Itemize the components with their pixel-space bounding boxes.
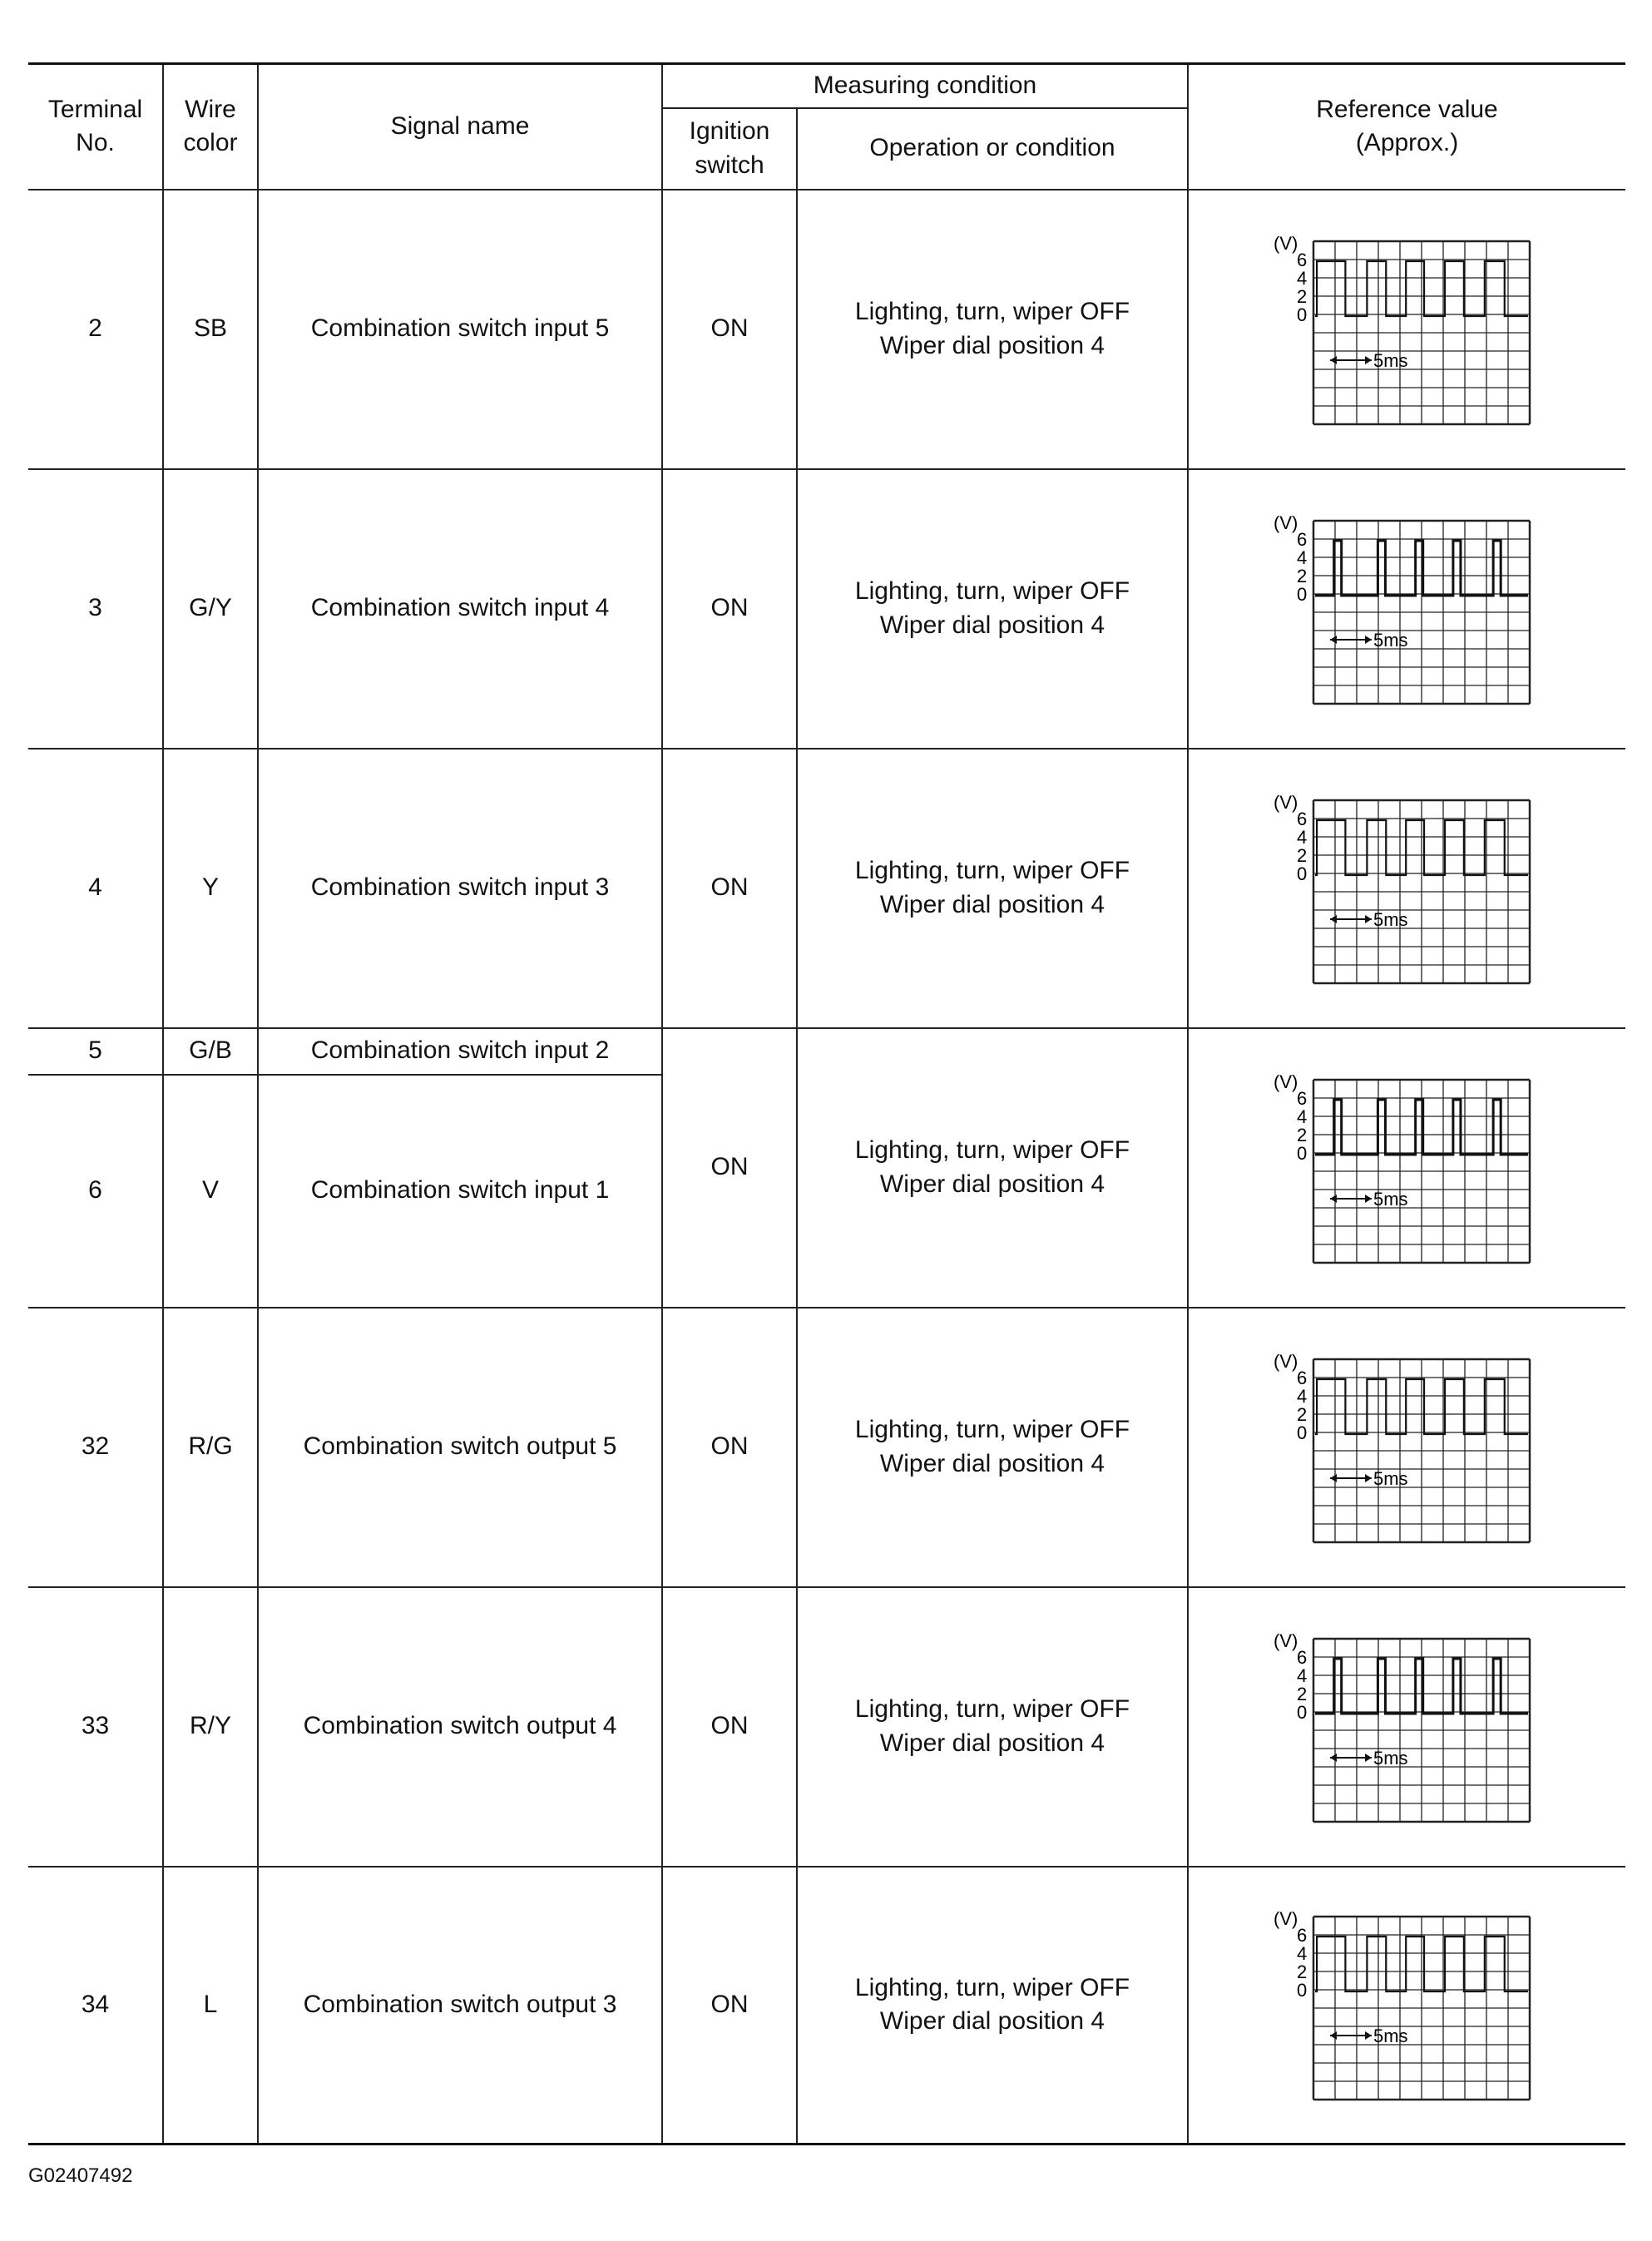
header-terminal-no	[28, 64, 163, 190]
header-wire-color	[163, 64, 258, 190]
y-tick-label: 0	[1296, 1422, 1307, 1443]
operation-condition-cell	[797, 1587, 1188, 1867]
header-reference-value-label: Reference value (Approx.)	[1316, 95, 1498, 157]
ignition-switch-cell: ON	[662, 1587, 797, 1867]
y-tick-label: 0	[1296, 1701, 1307, 1723]
arrow-head-right	[1365, 1195, 1372, 1203]
waveform-graph	[1270, 1627, 1545, 1827]
header-operation-condition	[797, 108, 1188, 190]
unit-label: (V)	[1273, 1071, 1298, 1092]
waveform-graph	[1270, 230, 1545, 429]
condition-line-1: Lighting, turn, wiper OFF	[854, 857, 1130, 884]
header-reference-value	[1188, 64, 1625, 190]
condition-line-2: Wiper dial position 4	[879, 1449, 1105, 1477]
reference-waveform-cell	[1188, 469, 1625, 749]
header-operation-condition-label: Operation or condition	[869, 134, 1115, 162]
arrow-head-left	[1330, 2031, 1337, 2040]
header-measuring-condition	[662, 64, 1188, 108]
y-tick-label: 2	[1296, 1124, 1307, 1145]
y-tick-label: 0	[1296, 583, 1307, 605]
waveform-graph	[1270, 1348, 1545, 1547]
terminal-reference-table	[28, 62, 1625, 2145]
terminal-no-cell: 6	[28, 1075, 163, 1308]
reference-waveform-cell	[1188, 1308, 1625, 1587]
terminal-no-cell: 33	[28, 1587, 163, 1867]
condition-line-1: Lighting, turn, wiper OFF	[854, 1973, 1130, 2001]
unit-label: (V)	[1273, 1350, 1298, 1372]
ignition-switch-cell: ON	[662, 749, 797, 1028]
table-row	[28, 1867, 1625, 2145]
y-tick-label: 6	[1296, 1925, 1307, 1947]
header-ignition-switch	[662, 108, 797, 190]
y-tick-label: 2	[1296, 1683, 1307, 1704]
reference-waveform-cell	[1188, 190, 1625, 469]
y-tick-label: 6	[1296, 1646, 1307, 1668]
y-tick-label: 0	[1296, 1980, 1307, 2001]
reference-waveform-cell	[1188, 749, 1625, 1028]
operation-condition-cell	[797, 190, 1188, 469]
terminal-no-cell: 3	[28, 469, 163, 749]
arrow-head-left	[1330, 1195, 1337, 1203]
arrow-head-left	[1330, 636, 1337, 644]
ignition-switch-cell: ON	[662, 1028, 797, 1308]
header-signal-name-label: Signal name	[390, 112, 530, 140]
signal-name-cell: Combination switch output 4	[258, 1587, 662, 1867]
signal-name-cell: Combination switch input 5	[258, 190, 662, 469]
time-scale-label: 5ms	[1373, 629, 1408, 651]
condition-line-2: Wiper dial position 4	[879, 331, 1105, 359]
reference-waveform-cell	[1188, 1867, 1625, 2145]
wire-color-cell: G/B	[163, 1028, 258, 1075]
y-tick-label: 6	[1296, 528, 1307, 550]
signal-name-cell: Combination switch input 2	[258, 1028, 662, 1075]
wire-color-cell: L	[163, 1867, 258, 2145]
ignition-switch-cell: ON	[662, 1867, 797, 2145]
unit-label: (V)	[1273, 232, 1298, 254]
header-wire-color-label: Wire color	[183, 95, 238, 157]
time-scale-label: 5ms	[1373, 1467, 1408, 1489]
terminal-no-cell: 4	[28, 749, 163, 1028]
condition-line-2: Wiper dial position 4	[879, 611, 1105, 639]
reference-waveform-cell	[1188, 1587, 1625, 1867]
ignition-switch-cell: ON	[662, 469, 797, 749]
y-tick-label: 4	[1296, 1943, 1307, 1965]
arrow-head-right	[1365, 915, 1372, 923]
reference-waveform-cell	[1188, 1028, 1625, 1308]
condition-line-1: Lighting, turn, wiper OFF	[854, 298, 1130, 325]
terminal-no-cell: 34	[28, 1867, 163, 2145]
unit-label: (V)	[1273, 1908, 1298, 1930]
waveform-graph	[1270, 1905, 1545, 2105]
time-scale-label: 5ms	[1373, 1747, 1408, 1769]
table-row	[28, 1028, 1625, 1075]
ignition-switch-cell: ON	[662, 190, 797, 469]
terminal-no-cell: 5	[28, 1028, 163, 1075]
y-tick-label: 0	[1296, 1142, 1307, 1164]
arrow-head-left	[1330, 1474, 1337, 1482]
arrow-head-left	[1330, 356, 1337, 364]
y-tick-label: 6	[1296, 808, 1307, 829]
time-scale-label: 5ms	[1373, 1188, 1408, 1210]
signal-name-cell: Combination switch input 1	[258, 1075, 662, 1308]
operation-condition-cell	[797, 1308, 1188, 1587]
condition-line-1: Lighting, turn, wiper OFF	[854, 1416, 1130, 1443]
time-scale-label: 5ms	[1373, 349, 1408, 371]
y-tick-label: 6	[1296, 249, 1307, 270]
y-tick-label: 4	[1296, 547, 1307, 568]
wire-color-cell: R/G	[163, 1308, 258, 1587]
condition-line-1: Lighting, turn, wiper OFF	[854, 1695, 1130, 1723]
y-tick-label: 4	[1296, 1385, 1307, 1407]
condition-line-2: Wiper dial position 4	[879, 890, 1105, 918]
operation-condition-cell	[797, 1867, 1188, 2145]
waveform-graph	[1270, 1068, 1545, 1268]
unit-label: (V)	[1273, 1630, 1298, 1651]
wire-color-cell: SB	[163, 190, 258, 469]
condition-line-1: Lighting, turn, wiper OFF	[854, 1136, 1130, 1164]
y-tick-label: 2	[1296, 1403, 1307, 1425]
condition-line-2: Wiper dial position 4	[879, 1170, 1105, 1198]
y-tick-label: 2	[1296, 1961, 1307, 1983]
header-ignition-switch-label: Ignition switch	[689, 117, 770, 179]
condition-line-1: Lighting, turn, wiper OFF	[854, 577, 1130, 605]
table-row	[28, 1308, 1625, 1587]
header-measuring-condition-label: Measuring condition	[813, 72, 1037, 99]
header-signal-name	[258, 64, 662, 190]
y-tick-label: 6	[1296, 1087, 1307, 1109]
table-row	[28, 1587, 1625, 1867]
waveform-graph	[1270, 789, 1545, 988]
arrow-head-right	[1365, 636, 1372, 644]
table-row	[28, 469, 1625, 749]
y-tick-label: 0	[1296, 304, 1307, 325]
y-tick-label: 4	[1296, 1106, 1307, 1127]
y-tick-label: 4	[1296, 267, 1307, 289]
time-scale-label: 5ms	[1373, 2026, 1408, 2047]
document-id: G02407492	[28, 2164, 133, 2187]
signal-name-cell: Combination switch input 4	[258, 469, 662, 749]
unit-label: (V)	[1273, 512, 1298, 533]
header-terminal-no-label: Terminal No.	[47, 95, 143, 157]
y-tick-label: 2	[1296, 844, 1307, 866]
operation-condition-cell	[797, 749, 1188, 1028]
y-tick-label: 0	[1296, 863, 1307, 884]
terminal-no-cell: 32	[28, 1308, 163, 1587]
signal-name-cell: Combination switch output 3	[258, 1867, 662, 2145]
wire-color-cell: Y	[163, 749, 258, 1028]
waveform-graph	[1270, 509, 1545, 709]
table-row	[28, 749, 1625, 1028]
table-row	[28, 190, 1625, 469]
y-tick-label: 4	[1296, 826, 1307, 848]
arrow-head-left	[1330, 1754, 1337, 1762]
y-tick-label: 2	[1296, 565, 1307, 586]
time-scale-label: 5ms	[1373, 908, 1408, 930]
y-tick-label: 4	[1296, 1665, 1307, 1686]
wire-color-cell: R/Y	[163, 1587, 258, 1867]
signal-name-cell: Combination switch output 5	[258, 1308, 662, 1587]
arrow-head-right	[1365, 1474, 1372, 1482]
y-tick-label: 6	[1296, 1367, 1307, 1388]
arrow-head-right	[1365, 356, 1372, 364]
wire-color-cell: V	[163, 1075, 258, 1308]
wire-color-cell: G/Y	[163, 469, 258, 749]
arrow-head-left	[1330, 915, 1337, 923]
arrow-head-right	[1365, 2031, 1372, 2040]
terminal-no-cell: 2	[28, 190, 163, 469]
y-tick-label: 2	[1296, 285, 1307, 307]
ignition-switch-cell: ON	[662, 1308, 797, 1587]
unit-label: (V)	[1273, 791, 1298, 813]
condition-line-2: Wiper dial position 4	[879, 1729, 1105, 1757]
operation-condition-cell	[797, 469, 1188, 749]
arrow-head-right	[1365, 1754, 1372, 1762]
condition-line-2: Wiper dial position 4	[879, 2007, 1105, 2036]
signal-name-cell: Combination switch input 3	[258, 749, 662, 1028]
operation-condition-cell	[797, 1028, 1188, 1308]
